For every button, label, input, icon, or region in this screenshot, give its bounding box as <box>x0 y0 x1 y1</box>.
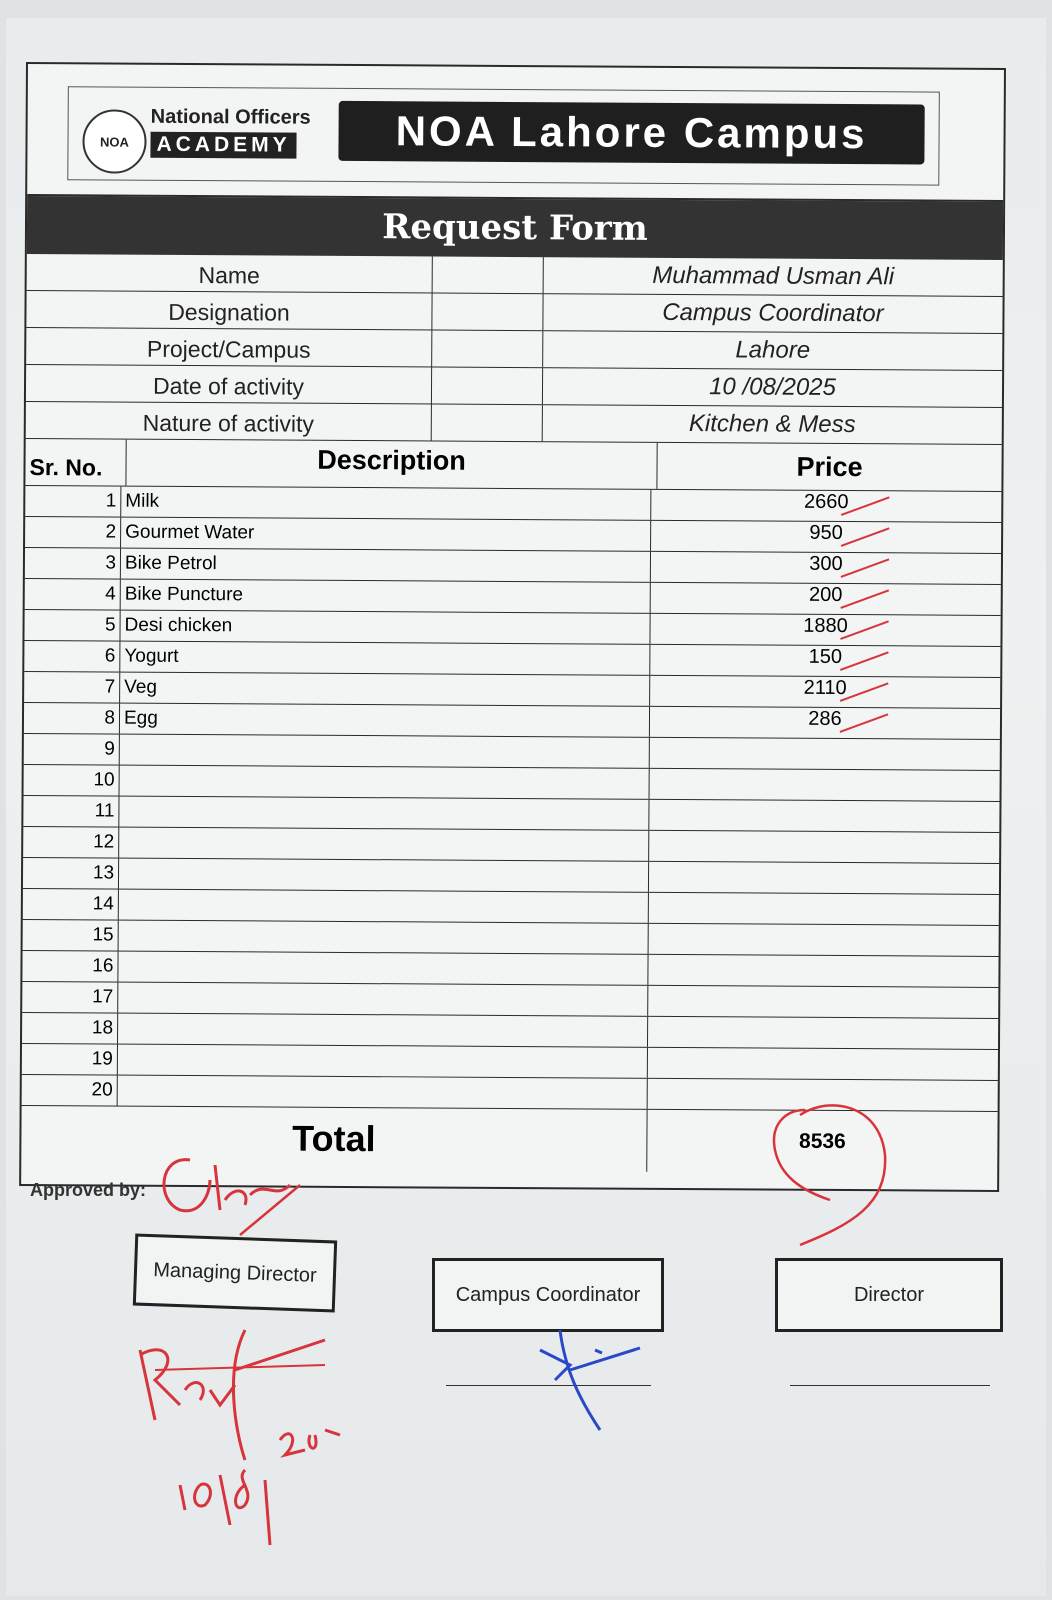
header-frame <box>67 86 940 185</box>
coordinator-signature <box>520 1310 650 1440</box>
price-value: 950 <box>809 521 843 544</box>
campus-coordinator-box: Campus Coordinator <box>432 1258 664 1332</box>
cell-price <box>649 862 999 894</box>
approval-signature-scribble <box>150 1140 310 1240</box>
cell-sr-no: 20 <box>22 1075 118 1106</box>
check-mark-icon <box>837 584 897 614</box>
price-value: 2660 <box>804 490 849 514</box>
price-value: 300 <box>809 552 843 575</box>
info-row <box>26 402 1002 445</box>
noa-logo-icon <box>82 109 146 173</box>
info-spacer <box>432 367 543 404</box>
price-value: 1880 <box>803 614 848 638</box>
cell-price <box>649 800 999 832</box>
info-value: 10 /08/2025 <box>709 373 837 401</box>
cell-price <box>649 831 999 863</box>
logo-text-top: National Officers <box>150 105 311 129</box>
price-value: 150 <box>808 645 843 668</box>
cell-sr-no: 4 <box>25 579 121 610</box>
cell-description: Gourmet Water <box>121 518 651 551</box>
cell-price <box>650 645 1000 677</box>
info-label: Name <box>27 254 433 292</box>
cell-description: Milk <box>121 487 651 520</box>
header-description: Description <box>126 440 657 489</box>
cell-description: Egg <box>120 704 650 737</box>
check-mark-icon <box>836 677 896 707</box>
logo-mark: NOA <box>100 133 129 150</box>
price-value: 200 <box>809 583 843 606</box>
cell-price <box>651 552 1001 584</box>
item-table-body <box>22 486 1002 1112</box>
cell-sr-no: 19 <box>22 1044 118 1075</box>
cell-description <box>119 797 649 830</box>
check-mark-icon <box>837 522 897 552</box>
cell-sr-no: 14 <box>23 889 119 920</box>
cell-description: Bike Petrol <box>121 549 651 582</box>
cell-sr-no: 11 <box>23 796 119 827</box>
cell-sr-no: 9 <box>24 734 120 765</box>
cell-price <box>648 986 998 1018</box>
info-row <box>26 291 1002 334</box>
cell-price <box>649 924 999 956</box>
cell-sr-no: 7 <box>24 672 120 703</box>
cell-price <box>650 769 1000 801</box>
managing-director-signature <box>125 1310 375 1570</box>
cell-description <box>118 1045 648 1078</box>
cell-description <box>120 735 650 768</box>
total-circle-mark <box>760 1095 900 1265</box>
cell-price <box>648 955 998 987</box>
cell-description: Bike Puncture <box>121 580 651 613</box>
price-value: 286 <box>808 707 842 730</box>
cell-description <box>119 859 649 892</box>
total-label: Total <box>21 1106 647 1172</box>
cell-price <box>650 614 1000 646</box>
cell-sr-no: 17 <box>22 982 118 1013</box>
cell-sr-no: 15 <box>23 920 119 951</box>
cell-description <box>118 1076 648 1109</box>
request-form <box>19 62 1006 1192</box>
logo-text-academy: ACADEMY <box>150 132 296 159</box>
check-mark-icon <box>836 708 896 738</box>
cell-description <box>120 766 650 799</box>
header-sr-no: Sr. No. <box>25 439 126 486</box>
total-value: 8536 <box>798 1129 846 1154</box>
director-box: Director <box>775 1258 1003 1332</box>
cell-sr-no: 2 <box>25 517 121 548</box>
info-spacer <box>432 404 543 441</box>
info-section <box>26 254 1003 445</box>
table-header <box>25 439 1001 492</box>
info-row <box>26 365 1002 408</box>
cell-price <box>651 521 1001 553</box>
info-row <box>26 328 1002 371</box>
cell-price <box>648 1017 998 1049</box>
cell-price <box>651 583 1001 615</box>
info-spacer <box>432 293 543 330</box>
cell-description: Desi chicken <box>120 611 650 644</box>
cell-description: Yogurt <box>120 642 650 675</box>
cell-price <box>650 676 1000 708</box>
info-spacer <box>433 256 544 293</box>
check-mark-icon <box>836 615 896 645</box>
cell-price <box>650 738 1000 770</box>
cell-sr-no: 1 <box>25 486 121 517</box>
cell-sr-no: 8 <box>24 703 120 734</box>
cell-sr-no: 13 <box>23 858 119 889</box>
cell-sr-no: 5 <box>24 610 120 641</box>
approved-by-label: Approved by: <box>30 1180 147 1200</box>
form-title: Request Form <box>27 196 1003 260</box>
cell-sr-no: 12 <box>23 827 119 858</box>
cell-price <box>649 893 999 925</box>
cell-description <box>118 1014 648 1047</box>
cell-description <box>119 921 649 954</box>
cell-description <box>118 952 648 985</box>
info-value: Muhammad Usman Ali <box>652 261 895 291</box>
info-label: Project/Campus <box>26 328 432 366</box>
cell-sr-no: 18 <box>22 1013 118 1044</box>
cell-sr-no: 6 <box>24 641 120 672</box>
info-label: Nature of activity <box>26 402 432 440</box>
info-label: Date of activity <box>26 365 432 403</box>
check-mark-icon <box>837 491 897 521</box>
info-label: Designation <box>26 291 432 329</box>
cell-price <box>651 490 1001 522</box>
cell-sr-no: 10 <box>24 765 120 796</box>
cell-sr-no: 3 <box>25 548 121 579</box>
cell-price <box>648 1048 998 1080</box>
cell-sr-no: 16 <box>22 951 118 982</box>
director-signature-line <box>790 1385 990 1386</box>
cell-price <box>650 707 1000 739</box>
cell-description <box>119 828 649 861</box>
managing-director-box: Managing Director <box>133 1233 337 1312</box>
form-header <box>27 64 1004 202</box>
info-row <box>27 254 1003 297</box>
header-price: Price <box>796 451 863 482</box>
info-spacer <box>432 330 543 367</box>
cell-description: Veg <box>120 673 650 706</box>
info-value: Campus Coordinator <box>662 298 884 328</box>
check-mark-icon <box>836 646 896 676</box>
campus-title: NOA Lahore Campus <box>338 101 924 165</box>
cell-description <box>119 890 649 923</box>
price-value: 2110 <box>803 676 847 700</box>
cell-description <box>118 983 648 1016</box>
info-value: Lahore <box>735 336 811 364</box>
info-value: Kitchen & Mess <box>688 410 856 439</box>
check-mark-icon <box>837 553 897 583</box>
